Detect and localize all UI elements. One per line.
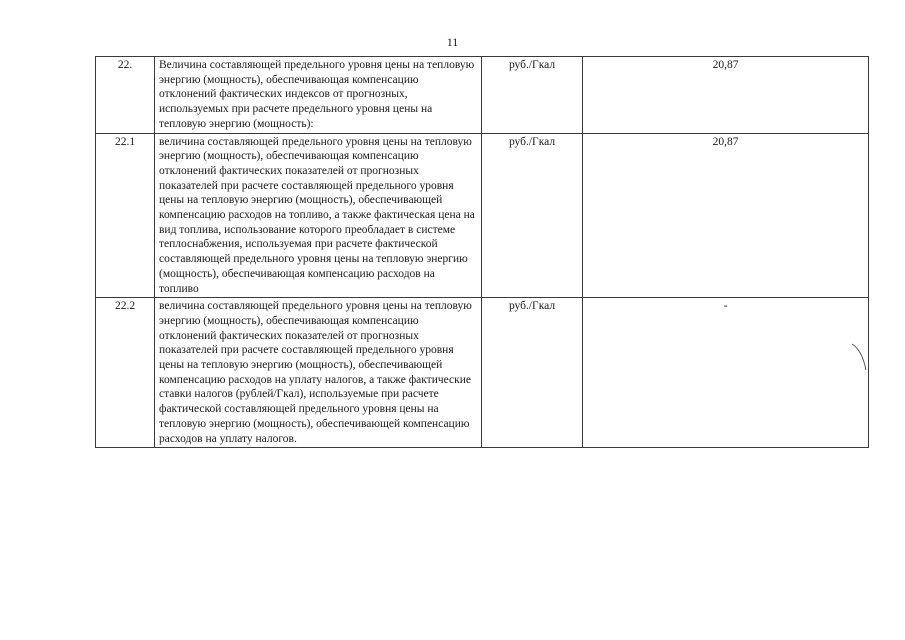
pen-mark bbox=[850, 342, 870, 372]
row-description: величина составляющей предельного уровня цены на тепловую энергию (мощность), обеспечивающая компенсацию отклонений фактических показателей от прогнозных показателей при расчете составляющей предельного уровня цены на тепловую энергию (мощность), обеспечивающей компенсацию расходов на топливо, а также фактическая цена на вид топлива, использование которого преобладает в системе теплоснабжения, используемая при расчете фактической составляющей предельного уровня цены на тепловую энергию (мощность), обеспечивающая компенсацию расходов на топливо bbox=[155, 133, 482, 298]
row-value: - bbox=[583, 298, 869, 448]
row-value: 20,87 bbox=[583, 133, 869, 298]
tariff-table bbox=[95, 56, 869, 448]
table-row bbox=[96, 133, 869, 298]
row-unit: руб./Гкал bbox=[482, 133, 583, 298]
row-unit: руб./Гкал bbox=[482, 298, 583, 448]
table-row bbox=[96, 57, 869, 134]
row-number: 22.1 bbox=[96, 133, 155, 298]
row-description: Величина составляющей предельного уровня цены на тепловую энергию (мощность), обеспечивающая компенсацию отклонений фактических индексов от прогнозных, используемых при расчете предельного уровня цены на тепловую энергию (мощность): bbox=[155, 57, 482, 134]
row-number: 22. bbox=[96, 57, 155, 134]
row-description: величина составляющей предельного уровня цены на тепловую энергию (мощность), обеспечивающая компенсацию отклонений фактических показателей от прогнозных показателей при расчете составляющей предельного уровня цены на тепловую энергию (мощность), обеспечивающей компенсацию расходов на уплату налогов, а также фактические ставки налогов (рублей/Гкал), используемые при расчете фактической составляющей предельного уровня цены на тепловую энергию (мощность), обеспечивающей компенсацию расходов на уплату налогов. bbox=[155, 298, 482, 448]
page-number: 11 bbox=[446, 35, 459, 49]
row-number: 22.2 bbox=[96, 298, 155, 448]
row-unit: руб./Гкал bbox=[482, 57, 583, 134]
row-value: 20,87 bbox=[583, 57, 869, 134]
table-row bbox=[96, 298, 869, 448]
